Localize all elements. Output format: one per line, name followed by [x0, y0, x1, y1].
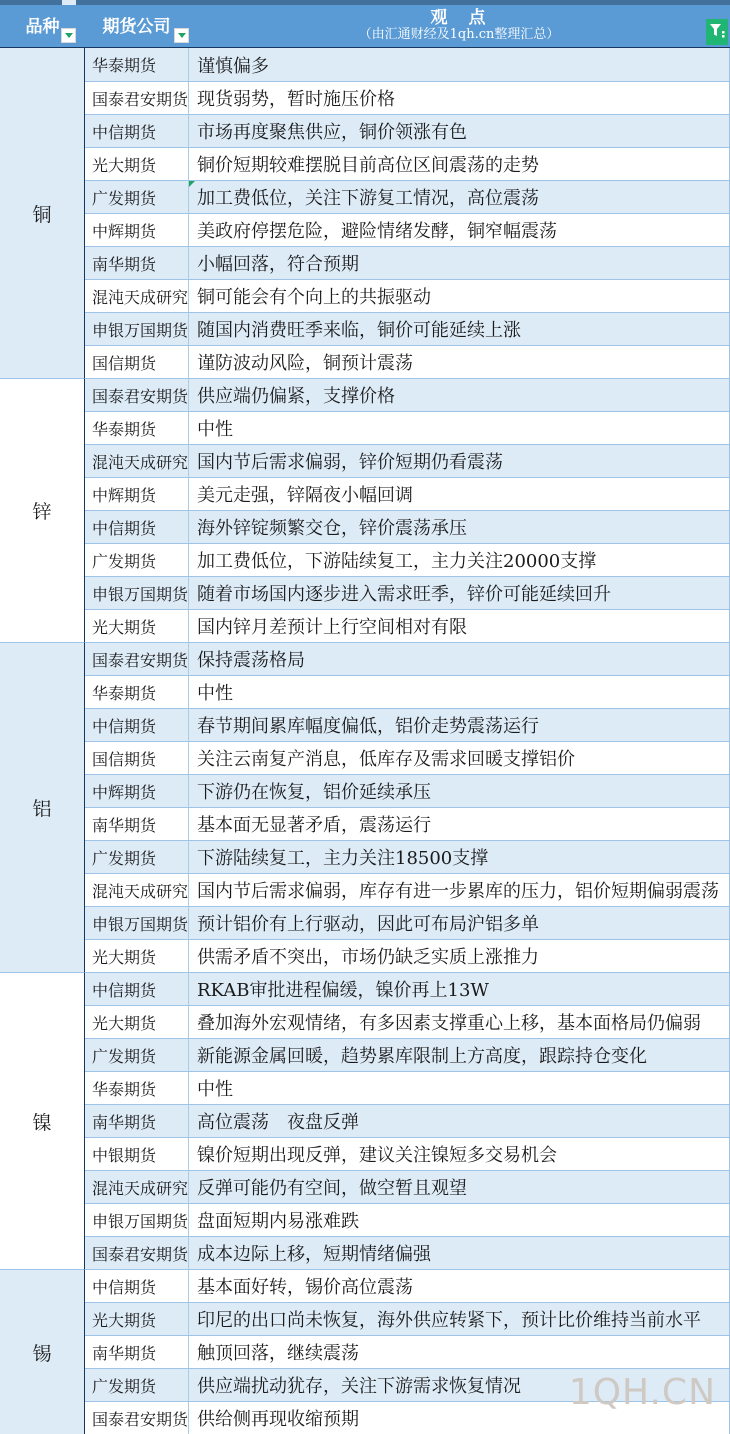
company-cell: 中银期货 — [85, 1137, 188, 1170]
company-cell: 中辉期货 — [85, 213, 188, 246]
metal-section — [0, 1269, 730, 1434]
view-cell: 下游陆续复工，主力关注18500支撑 — [188, 840, 730, 873]
view-cell: 随着市场国内逐步进入需求旺季，锌价可能延续回升 — [188, 576, 730, 609]
view-cell: 供需矛盾不突出，市场仍缺乏实质上涨推力 — [188, 939, 730, 972]
view-cell: 中性 — [188, 1071, 730, 1104]
view-cell: 铜价短期较难摆脱目前高位区间震荡的走势 — [188, 147, 730, 180]
company-cell: 光大期货 — [85, 609, 188, 642]
metal-section — [0, 972, 730, 1269]
view-cell: 预计铝价有上行驱动，因此可布局沪铝多单 — [188, 906, 730, 939]
header-cell-view — [188, 5, 730, 47]
company-cell: 广发期货 — [85, 840, 188, 873]
company-cell: 申银万国期货 — [85, 1203, 188, 1236]
company-cell: 中信期货 — [85, 1269, 188, 1302]
view-cell: 美元走强，锌隔夜小幅回调 — [188, 477, 730, 510]
company-cell: 华泰期货 — [85, 411, 188, 444]
view-cell: 国内节后需求偏弱，锌价短期仍看震荡 — [188, 444, 730, 477]
view-cell: 中性 — [188, 675, 730, 708]
variety-header-label: 品种 — [25, 16, 60, 37]
company-cell: 广发期货 — [85, 1368, 188, 1401]
company-cell: 混沌天成研究 — [85, 279, 188, 312]
company-cell: 国信期货 — [85, 741, 188, 774]
company-cell: 中辉期货 — [85, 477, 188, 510]
company-cell: 中辉期货 — [85, 774, 188, 807]
view-cell: 铜可能会有个向上的共振驱动 — [188, 279, 730, 312]
variety-cell: 锡 — [0, 1269, 85, 1434]
variety-cell: 铜 — [0, 48, 85, 378]
company-cell: 南华期货 — [85, 807, 188, 840]
company-cell: 光大期货 — [85, 147, 188, 180]
company-cell: 中信期货 — [85, 972, 188, 1005]
filter-funnel-icon[interactable] — [706, 19, 728, 45]
view-cell: 供应端仍偏紧，支撑价格 — [188, 378, 730, 411]
view-cell: 叠加海外宏观情绪，有多因素支撑重心上移，基本面格局仍偏弱 — [188, 1005, 730, 1038]
header-cell-company — [85, 5, 188, 47]
view-cell: 镍价短期出现反弹，建议关注镍短多交易机会 — [188, 1137, 730, 1170]
view-cell: 基本面好转，锡价高位震荡 — [188, 1269, 730, 1302]
company-cell: 中信期货 — [85, 114, 188, 147]
view-header-title: 观 点 — [430, 7, 488, 28]
view-cell: 谨慎偏多 — [188, 48, 730, 81]
company-cell: 南华期货 — [85, 1335, 188, 1368]
company-cell: 南华期货 — [85, 246, 188, 279]
view-cell: 海外锌锭频繁交仓，锌价震荡承压 — [188, 510, 730, 543]
company-cell: 中信期货 — [85, 510, 188, 543]
view-header-subtitle: （由汇通财经及1qh.cn整理汇总） — [358, 27, 560, 43]
company-cell: 广发期货 — [85, 180, 188, 213]
view-cell: 谨防波动风险，铜预计震荡 — [188, 345, 730, 378]
view-cell: 触顶回落，继续震荡 — [188, 1335, 730, 1368]
company-filter-dropdown-icon[interactable] — [174, 28, 189, 43]
view-cell: 反弹可能仍有空间，做空暂且观望 — [188, 1170, 730, 1203]
variety-cell: 镍 — [0, 972, 85, 1269]
header-cell-variety — [0, 5, 85, 47]
company-cell: 国泰君安期货 — [85, 642, 188, 675]
metal-section — [0, 48, 730, 378]
view-cell: 加工费低位，关注下游复工情况，高位震荡 — [188, 180, 730, 213]
company-cell: 申银万国期货 — [85, 576, 188, 609]
chevron-down-icon — [178, 33, 186, 38]
view-cell: 国内锌月差预计上行空间相对有限 — [188, 609, 730, 642]
company-cell: 华泰期货 — [85, 1071, 188, 1104]
metal-section — [0, 642, 730, 972]
company-cell: 国泰君安期货 — [85, 378, 188, 411]
table-header — [0, 0, 730, 48]
view-cell: 关注云南复产消息，低库存及需求回暖支撑铝价 — [188, 741, 730, 774]
view-cell: 美政府停摆危险，避险情绪发酵，铜窄幅震荡 — [188, 213, 730, 246]
variety-cell: 锌 — [0, 378, 85, 642]
company-cell: 光大期货 — [85, 1005, 188, 1038]
company-cell: 南华期货 — [85, 1104, 188, 1137]
view-cell: 加工费低位，下游陆续复工，主力关注20000支撑 — [188, 543, 730, 576]
company-cell: 光大期货 — [85, 939, 188, 972]
view-cell: 随国内消费旺季来临，铜价可能延续上涨 — [188, 312, 730, 345]
view-cell: 保持震荡格局 — [188, 642, 730, 675]
company-cell: 国泰君安期货 — [85, 81, 188, 114]
view-cell: 高位震荡 夜盘反弹 — [188, 1104, 730, 1137]
view-cell: 供给侧再现收缩预期 — [188, 1401, 730, 1434]
company-header-label: 期货公司 — [102, 16, 171, 37]
watermark: 1QH.CN — [568, 1372, 716, 1413]
view-cell: RKAB审批进程偏缓，镍价再上13W — [188, 972, 730, 1005]
company-cell: 广发期货 — [85, 1038, 188, 1071]
view-cell: 供应端扰动犹存，关注下游需求恢复情况 — [188, 1368, 730, 1401]
company-cell: 国泰君安期货 — [85, 1401, 188, 1434]
company-cell: 申银万国期货 — [85, 312, 188, 345]
company-cell: 混沌天成研究 — [85, 444, 188, 477]
company-cell: 中信期货 — [85, 708, 188, 741]
view-cell: 现货弱势，暂时施压价格 — [188, 81, 730, 114]
chevron-down-icon — [65, 33, 73, 38]
variety-filter-dropdown-icon[interactable] — [61, 28, 76, 43]
company-cell: 申银万国期货 — [85, 906, 188, 939]
view-cell: 盘面短期内易涨难跌 — [188, 1203, 730, 1236]
table-body — [0, 48, 730, 1434]
view-cell: 成本边际上移，短期情绪偏强 — [188, 1236, 730, 1269]
view-cell: 下游仍在恢复，铝价延续承压 — [188, 774, 730, 807]
view-cell: 市场再度聚焦供应，铜价领涨有色 — [188, 114, 730, 147]
company-cell: 华泰期货 — [85, 48, 188, 81]
company-cell: 华泰期货 — [85, 675, 188, 708]
view-cell: 中性 — [188, 411, 730, 444]
company-cell: 光大期货 — [85, 1302, 188, 1335]
view-cell: 印尼的出口尚未恢复，海外供应转紧下，预计比价维持当前水平 — [188, 1302, 730, 1335]
company-cell: 国泰君安期货 — [85, 1236, 188, 1269]
view-cell: 小幅回落，符合预期 — [188, 246, 730, 279]
metal-section — [0, 378, 730, 642]
company-cell: 混沌天成研究 — [85, 1170, 188, 1203]
company-cell: 国信期货 — [85, 345, 188, 378]
view-cell: 基本面无显著矛盾，震荡运行 — [188, 807, 730, 840]
view-cell: 春节期间累库幅度偏低，铝价走势震荡运行 — [188, 708, 730, 741]
view-cell: 国内节后需求偏弱，库存有进一步累库的压力，铝价短期偏弱震荡 — [188, 873, 730, 906]
company-cell: 广发期货 — [85, 543, 188, 576]
company-cell: 混沌天成研究 — [85, 873, 188, 906]
variety-cell: 铝 — [0, 642, 85, 972]
view-cell: 新能源金属回暖，趋势累库限制上方高度，跟踪持仓变化 — [188, 1038, 730, 1071]
